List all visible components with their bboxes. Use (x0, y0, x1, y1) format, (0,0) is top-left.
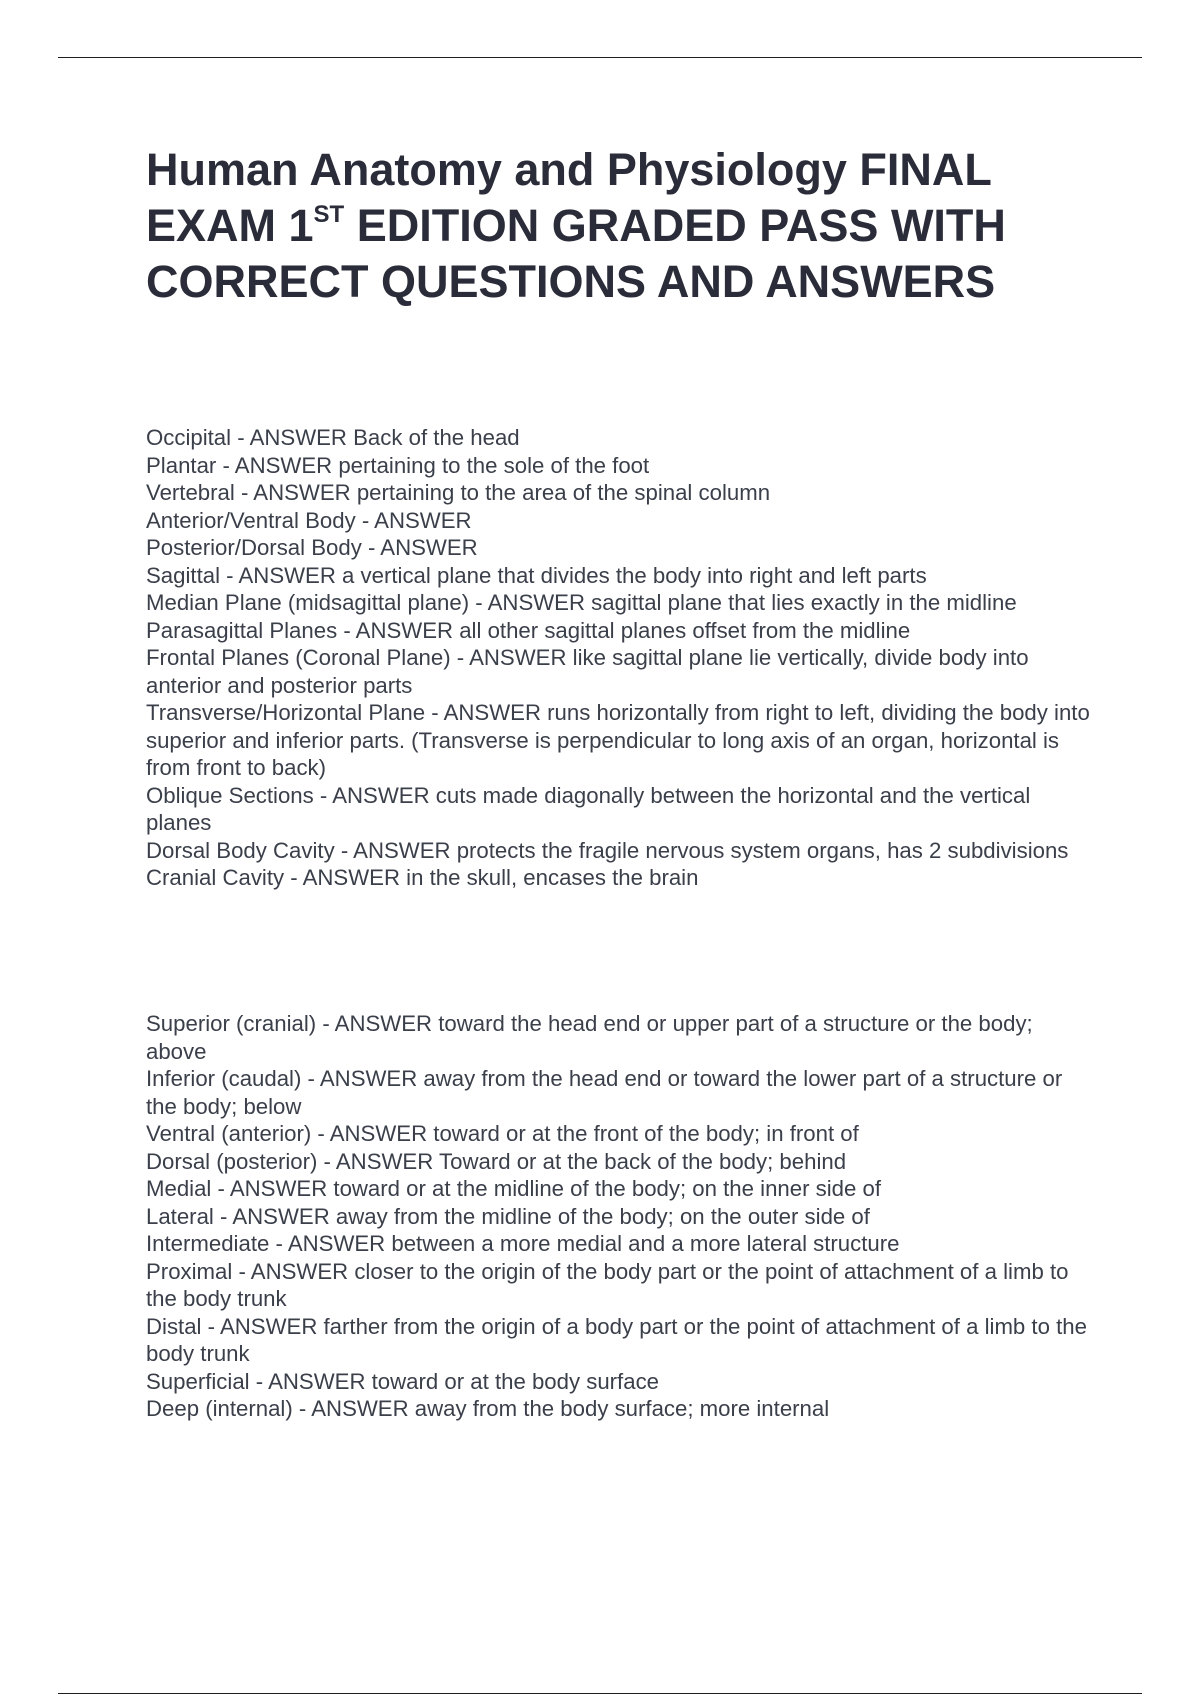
qa-item: Vertebral - ANSWER pertaining to the area of the spinal column (146, 480, 771, 505)
qa-list-1 (146, 424, 1091, 892)
qa-item: Intermediate - ANSWER between a more medial and a more lateral structure (146, 1231, 900, 1256)
qa-item: Oblique Sections - ANSWER cuts made diagonally between the horizontal and the vertical planes (146, 782, 1031, 835)
document-title (146, 142, 1106, 310)
title-rest: EDITION GRADED PASS WITH CORRECT QUESTIONS AND ANSWERS (146, 200, 1006, 307)
qa-item: Parasagittal Planes - ANSWER all other sagittal planes offset from the midline (146, 617, 911, 643)
qa-item: Distal - ANSWER farther from the origin of a body part or the point of attachment of a limb to the body trunk (146, 1313, 1087, 1366)
title-superscript: ST (313, 201, 345, 228)
title-main: Human Anatomy and Physiology FINAL EXAM 1 (146, 144, 992, 251)
qa-item: Medial - ANSWER toward or at the midline of the body; on the inner side of (146, 1176, 882, 1201)
qa-item: Dorsal (posterior) - ANSWER Toward or at the back of the body; behind (146, 1148, 847, 1174)
qa-item: Superior (cranial) - ANSWER toward the head end or upper part of a structure or the body; above (146, 1011, 1033, 1064)
qa-item: Median Plane (midsagittal plane) - ANSWER sagittal plane that lies exactly in the midline (146, 590, 1017, 615)
qa-item: Transverse/Horizontal Plane - ANSWER runs horizontally from right to left, dividing the body into superior and inferior parts. (Transverse is perpendicular to long axis of an organ, horizontal is from front to back) (146, 700, 1090, 780)
top-rule (58, 57, 1142, 58)
qa-item: Cranial Cavity - ANSWER in the skull, encases the brain (146, 865, 699, 890)
qa-item: Ventral (anterior) - ANSWER toward or at the front of the body; in front of (146, 1121, 859, 1146)
qa-list-2 (146, 1010, 1091, 1423)
qa-item: Deep (internal) - ANSWER away from the body surface; more internal (146, 1396, 830, 1421)
qa-item: Anterior/Ventral Body - ANSWER (146, 507, 472, 533)
qa-item: Occipital - ANSWER Back of the head (146, 425, 520, 450)
qa-item: Proximal - ANSWER closer to the origin of the body part or the point of attachment of a limb to the body trunk (146, 1258, 1069, 1311)
qa-item: Dorsal Body Cavity - ANSWER protects the fragile nervous system organs, has 2 subdivisions (146, 837, 1069, 863)
bottom-rule (58, 1693, 1142, 1694)
qa-item: Superficial - ANSWER toward or at the body surface (146, 1368, 659, 1394)
qa-item: Lateral - ANSWER away from the midline of the body; on the outer side of (146, 1203, 870, 1229)
qa-item: Sagittal - ANSWER a vertical plane that divides the body into right and left parts (146, 562, 927, 588)
qa-item: Posterior/Dorsal Body - ANSWER (146, 535, 478, 560)
qa-item: Inferior (caudal) - ANSWER away from the head end or toward the lower part of a structure or the body; below (146, 1066, 1063, 1119)
qa-item: Plantar - ANSWER pertaining to the sole of the foot (146, 452, 650, 478)
qa-item: Frontal Planes (Coronal Plane) - ANSWER like sagittal plane lie vertically, divide body into anterior and posterior parts (146, 645, 1029, 698)
